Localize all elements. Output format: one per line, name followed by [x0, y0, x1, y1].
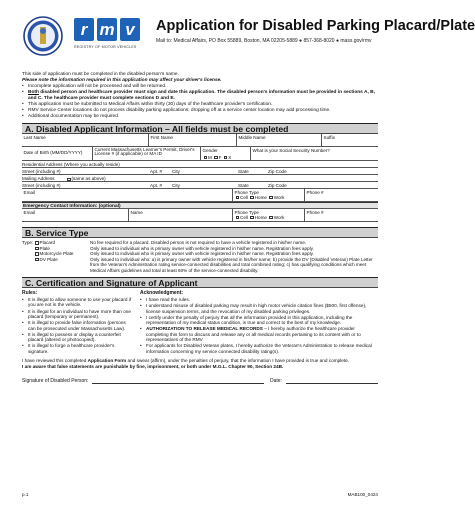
mailing-label-row: Mailing Address (same as above): [22, 175, 378, 182]
acknowledgment-item: • AUTHORIZATION TO RELEASE MEDICAL RECORDS – I hereby authorize the healthcare provider completing this form to discuss and release any or all medical records pertaining to its content with or to representatives of the RMV: [140, 326, 378, 342]
motorcycle-plate-checkbox[interactable]: [35, 252, 39, 256]
signature-line[interactable]: [92, 380, 264, 384]
date-label: Date:: [270, 378, 282, 385]
logo-letter: r: [74, 18, 94, 41]
gender-field: Gender M F X: [200, 147, 250, 160]
phone-type-field: Phone Type Cell Home Work: [232, 189, 304, 201]
section-a-heading: A. Disabled Applicant Information – All fields must be completed: [22, 123, 378, 134]
phone-cell-checkbox[interactable]: [236, 196, 240, 200]
service-option: Type: Placard No fee required for a placard. Disabled person is not required to have a vehicle registered in his/her name.: [22, 240, 307, 245]
placard-checkbox[interactable]: [35, 241, 39, 245]
form-header: [22, 14, 475, 72]
emergency-home-checkbox[interactable]: [250, 216, 254, 220]
first-name-field[interactable]: First Name: [148, 134, 236, 146]
rule-item: • It is illegal to possess or display a counterfeit placard (altered or photocopied).: [22, 332, 134, 343]
state-seal-icon: [23, 16, 63, 56]
contact-row: [22, 189, 378, 202]
date-line[interactable]: [286, 380, 378, 384]
intro-line: This side of application must be completed in the disabled person's name.: [22, 72, 179, 77]
name-row: [22, 134, 378, 147]
emergency-cell-checkbox[interactable]: [236, 216, 240, 220]
emergency-work-checkbox[interactable]: [269, 216, 273, 220]
signature-label: Signature of Disabled Person:: [22, 378, 89, 385]
mailing-street-row[interactable]: Street (including #) Apt. # City State Zip Code: [22, 182, 378, 189]
middle-name-field[interactable]: Middle Name: [236, 134, 321, 146]
logo-subtitle: REGISTRY OF MOTOR VEHICLES: [74, 45, 137, 49]
form-code: MAB100_0424: [347, 492, 378, 497]
logo-letter: v: [120, 18, 140, 41]
gender-m-checkbox[interactable]: [204, 156, 208, 160]
rule-item: • It is illegal to provide false information (persons can be prosecuted under Massachusetts Law).: [22, 320, 134, 331]
acknowledgment-column: [140, 291, 378, 355]
rules-heading: Rules:: [22, 289, 38, 296]
last-name-field[interactable]: Last Name: [23, 134, 46, 140]
phone-home-checkbox[interactable]: [250, 196, 254, 200]
applicant-info-grid: [22, 134, 378, 222]
intro-bullet: • Additional documentation may be required.: [22, 114, 378, 120]
license-number-field[interactable]: Current Massachusetts Learner's Permit, Driver's License # (if applicable) or MA ID: [92, 147, 200, 160]
page-footer: [22, 492, 378, 497]
ssn-field[interactable]: What is your Social Security Number?: [250, 147, 378, 160]
identity-row: [22, 147, 378, 161]
phone-number-field[interactable]: Phone #: [304, 189, 378, 201]
acknowledgment-item: • I certify under the penalty of perjury that all the information provided in this application, including the representation of my medical status condition, is true and correct to the best of my knowledge.: [140, 315, 378, 326]
acknowledgment-item: • For applicants for Disabled Veteran plates, I hereby authorize the Veteran's Administration to release medical information concerning my service connected disability rating(s).: [140, 343, 378, 354]
section-c-heading: C. Certification and Signature of Applicant: [22, 277, 378, 288]
plate-checkbox[interactable]: [35, 247, 39, 251]
intro-bullet: • Incomplete application will not be processed and will be returned.: [22, 84, 378, 90]
intro-instructions: [22, 72, 378, 120]
dob-field[interactable]: Date of Birth (MM/DD/YYYY): [23, 150, 83, 155]
suffix-field[interactable]: Suffix: [321, 134, 378, 146]
form-title: Application for Disabled Parking Placard/Plate: [156, 18, 475, 34]
gender-x-checkbox[interactable]: [224, 156, 228, 160]
residential-label: Residential Address (Where you actually reside): [22, 161, 378, 168]
service-option: Motorcycle Plate Only issued to individual who is primary owner with vehicle registered in his/her name. Registration fees apply.: [22, 251, 378, 257]
intro-bullet: • This application must be submitted to Medical Affairs within thirty (30) days of the healthcare provider's certification.: [22, 102, 378, 108]
intro-warning: Please note the information required in this application may affect your driver's license.: [22, 78, 222, 83]
residential-street-row[interactable]: Street (including #) Apt. # City State Zip Code: [22, 168, 378, 175]
emergency-contact-row: [22, 209, 378, 222]
acknowledgment-heading: Acknowledgment:: [140, 289, 184, 296]
intro-bullet: • Both disabled person and healthcare provider must sign and date this application. The disabled person's information must be provided in sections A, B, and C. The healthcare provider must complete sections D and E.: [22, 90, 378, 102]
rule-item: • It is illegal to allow someone to use your placard if you are not in the vehicle.: [22, 297, 134, 308]
page-number: p.1: [22, 492, 29, 497]
same-as-above-checkbox[interactable]: [67, 178, 71, 182]
acknowledgment-item: • I understand misuse of disabled parking may result in high motor vehicle citation fines ($500, first offense), license suspension terms, and the revocation of my disabled parking privileges.: [140, 303, 378, 314]
rmv-logo: [74, 18, 144, 62]
emergency-name-field[interactable]: Name: [128, 209, 232, 221]
service-option: Plate Only issued to individual who is primary owner with vehicle registered in his/her name. Registration fees apply.: [22, 246, 378, 252]
attestation-text: I have reviewed this completed Application Form and swear (affirm), under the penalties of perjury, that the information I have provided is true and complete. I am aware that false statements are punishable by fine, imprisonment, or both under M.G.L. Chapter 90, Section 24B.: [22, 358, 350, 369]
emergency-email-field[interactable]: Email: [23, 209, 35, 215]
dv-plate-checkbox[interactable]: [35, 258, 39, 262]
rules-column: [22, 291, 140, 355]
section-b-heading: B. Service Type: [22, 227, 378, 238]
rule-item: • It is illegal to forge a healthcare provider's signature.: [22, 343, 134, 354]
rule-item: • It is illegal for an individual to have more than one placard (temporary or permanent).: [22, 309, 134, 320]
phone-work-checkbox[interactable]: [269, 196, 273, 200]
emergency-contact-heading: Emergency Contact Information: (optional): [22, 202, 378, 209]
service-option: DV Plate Only issued to individual who: a) is primary owner with vehicle registered in his/her name; b) provide the DV (Disabled Veteran) Plate Letter from the Veteran's Administration rating service-connected disabilities and total combined rating; c) has qualifying conditions which meet Medical Affairs guidelines and total at least 60% of the service-connected disability.: [22, 257, 378, 274]
gender-f-checkbox[interactable]: [214, 156, 218, 160]
mailing-instructions: Mail to: Medical Affairs, PO Box 55889, Boston, MA 02205-5889 ● 857-368-8020 ● mass.gov/rmv: [156, 38, 372, 44]
certification-block: [22, 291, 378, 355]
emergency-phone-number-field[interactable]: Phone #: [304, 209, 378, 221]
signature-row: [22, 378, 378, 384]
service-type-options: [22, 240, 378, 274]
emergency-phone-type-field: Phone Type Cell Home Work: [232, 209, 304, 221]
acknowledgment-item: • I have read the rules.: [140, 297, 378, 302]
logo-letter: m: [97, 18, 117, 41]
intro-bullet: • RMV Service Center locations do not process disability parking applications; dropping off at a service center location may add processing time.: [22, 108, 378, 114]
email-field[interactable]: Email: [23, 189, 35, 195]
